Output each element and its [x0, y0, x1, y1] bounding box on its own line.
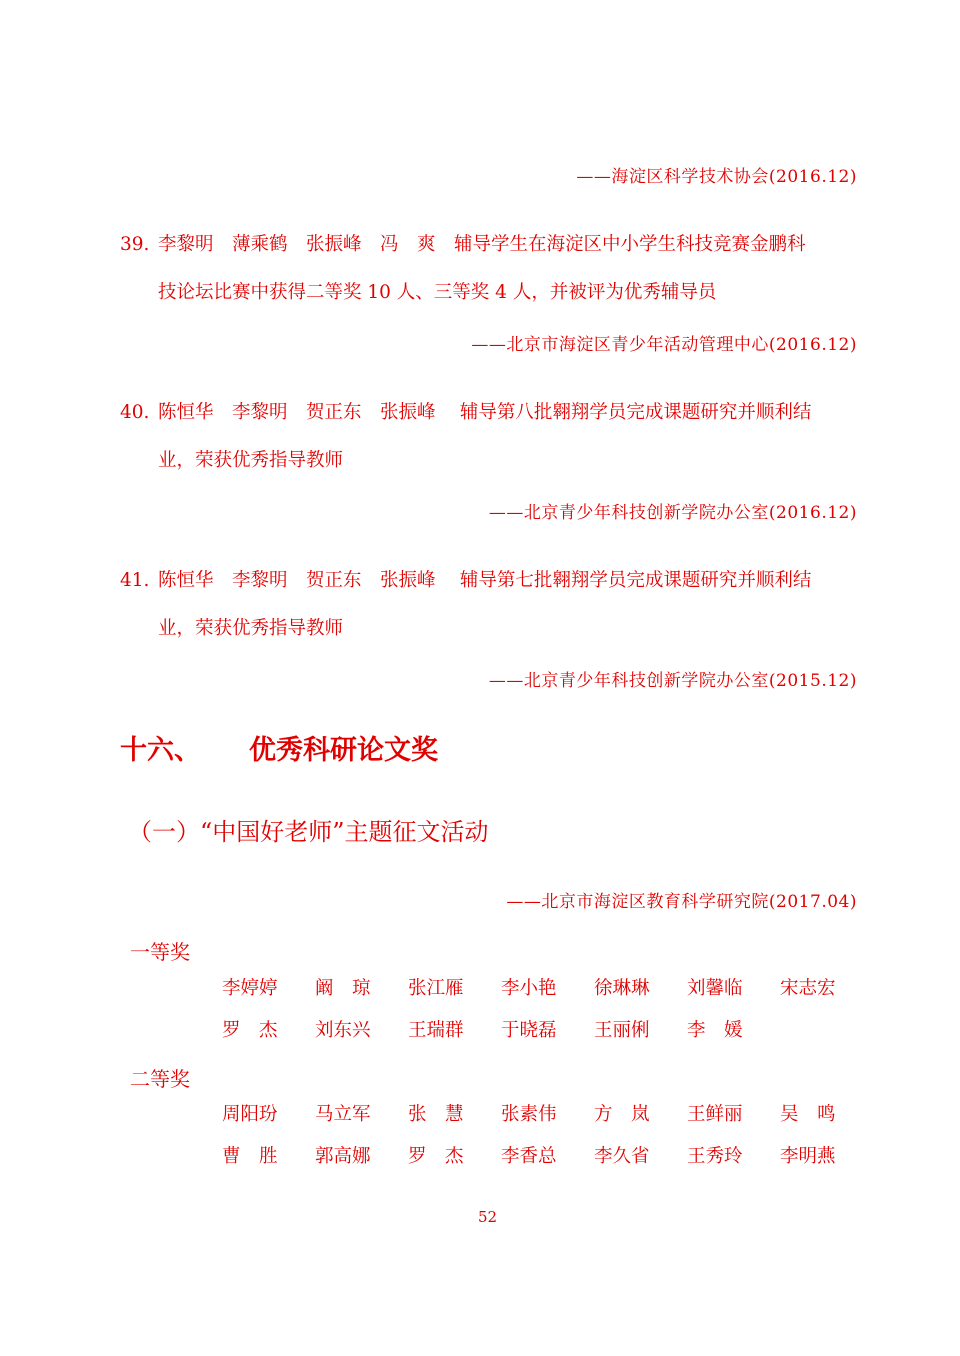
item-number: 41. [120, 570, 150, 591]
person-name: 于晓磊 [501, 1020, 557, 1041]
item-text-continued: 技论坛比赛中获得二等奖 10 人、三等奖 4 人，并被评为优秀辅导员 [158, 282, 717, 303]
award-label: 二等奖 [130, 1067, 190, 1091]
person-name: 李明燕 [780, 1146, 836, 1167]
name-row [222, 1142, 873, 1168]
item-text: 李黎明 薄乘鹤 张振峰 冯 爽 辅导学生在海淀区中小学生科技竞赛金鹏科 [158, 234, 806, 255]
source-line: ——北京市海淀区青少年活动管理中心(2016.12) [471, 335, 857, 355]
person-name: 阚 琼 [315, 978, 371, 999]
person-name: 罗 杰 [222, 1020, 278, 1041]
person-name: 周阳玢 [222, 1104, 278, 1125]
person-name: 方 岚 [594, 1104, 650, 1125]
section-heading [120, 728, 438, 767]
list-item [120, 221, 806, 317]
person-name: 张 慧 [408, 1104, 464, 1125]
item-text: 陈恒华 李黎明 贺正东 张振峰 辅导第八批翱翔学员完成课题研究并顺利结 [158, 402, 812, 423]
person-name: 李婷婷 [222, 978, 278, 999]
person-name: 李小艳 [501, 978, 557, 999]
source-line: ——海淀区科学技术协会(2016.12) [576, 167, 857, 187]
source-line: ——北京青少年科技创新学院办公室(2015.12) [488, 671, 857, 691]
source-line: ——北京青少年科技创新学院办公室(2016.12) [488, 503, 857, 523]
item-text: 陈恒华 李黎明 贺正东 张振峰 辅导第七批翱翔学员完成课题研究并顺利结 [158, 570, 812, 591]
person-name: 张素伟 [501, 1104, 557, 1125]
person-name: 郭高娜 [315, 1146, 371, 1167]
item-text-continued: 业，荣获优秀指导教师 [158, 618, 344, 639]
person-name: 吴 鸣 [780, 1104, 836, 1125]
list-item [120, 389, 811, 485]
person-name: 宋志宏 [780, 978, 836, 999]
item-text-continued: 业，荣获优秀指导教师 [158, 450, 344, 471]
subsection-heading: （一）“中国好老师”主题征文活动 [128, 818, 489, 846]
person-name: 王鲜丽 [687, 1104, 743, 1125]
person-name: 王秀玲 [687, 1146, 743, 1167]
name-row [222, 1100, 873, 1126]
person-name: 李香总 [501, 1146, 557, 1167]
person-name: 李 媛 [687, 1020, 743, 1041]
page-number: 52 [477, 1208, 498, 1226]
person-name: 刘馨临 [687, 978, 743, 999]
source-line: ——北京市海淀区教育科学研究院(2017.04) [506, 892, 857, 912]
list-item [120, 557, 811, 653]
person-name: 王瑞群 [408, 1020, 464, 1041]
section-title: 优秀科研论文奖 [249, 735, 438, 766]
name-row [222, 1016, 780, 1042]
person-name: 曹 胜 [222, 1146, 278, 1167]
person-name: 王丽俐 [594, 1020, 650, 1041]
person-name: 张江雁 [408, 978, 464, 999]
award-label: 一等奖 [130, 940, 190, 964]
person-name: 李久省 [594, 1146, 650, 1167]
item-number: 40. [120, 402, 150, 423]
person-name: 马立军 [315, 1104, 371, 1125]
section-number: 十六、 [120, 735, 201, 766]
person-name: 刘东兴 [315, 1020, 371, 1041]
person-name: 罗 杰 [408, 1146, 464, 1167]
name-row [222, 974, 873, 1000]
item-number: 39. [120, 234, 150, 255]
person-name: 徐琳琳 [594, 978, 650, 999]
